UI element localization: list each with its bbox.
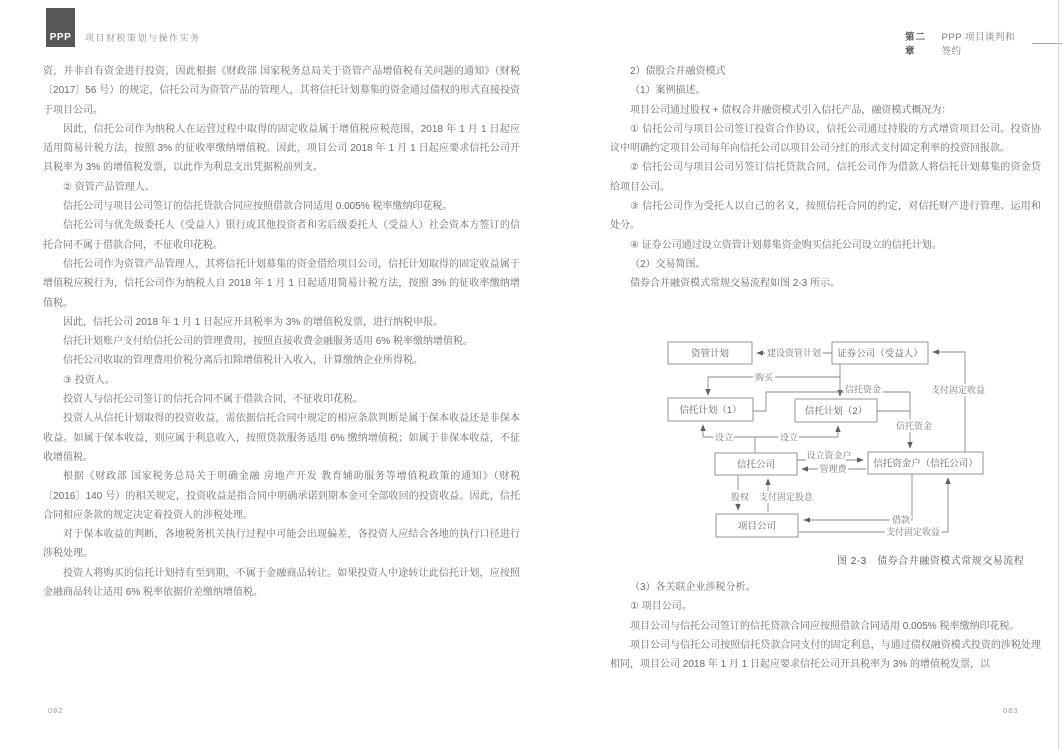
- edge-label-pay-fixed-return-top: 支付固定收益: [930, 385, 986, 395]
- paragraph: 资，并非自有资金进行投资，因此根据《财政部 国家税务总局关于资管产品增值税有关问题的通知》（财税〔2017〕56 号）的规定，信托公司为资管产品的管理人，其将信托计划募集的资金通过债权的形式直接投资于项目公司。: [43, 66, 520, 116]
- edge-loan: [804, 474, 912, 520]
- paragraph: ② 信托公司与项目公司另签订信托贷款合同，信托公司作为借款人将信托计划募集的资金贷给项目公司。: [610, 162, 1041, 193]
- node-securities-company-label: 证券公司（受益人）: [837, 348, 923, 360]
- chapter-label: 第二章: [905, 32, 927, 57]
- paragraph: 根据《财政部 国家税务总局关于明确金融 房地产开发 教育辅助服务等增值税政策的通知》（财税〔2016〕140 号）的相关规定，投资收益是指合同中明确承诺到期本金可全部收回的投资收益。因此，信托合同相应条款的规定决定着投资人的涉税处理。: [43, 471, 520, 521]
- paragraph: ① 项目公司。: [630, 601, 692, 613]
- paragraph: 债券合并融资模式常规交易流程如图 2-3 所示。: [630, 278, 841, 290]
- paragraph: （2）交易简图。: [630, 258, 706, 270]
- chapter-title: PPP 项目谈判和签约: [941, 32, 1016, 57]
- paragraph: ② 资管产品管理人。: [63, 181, 155, 193]
- figure-2-3-flowchart: [640, 334, 1012, 552]
- page-number-left: 082: [48, 706, 64, 715]
- edge-label-purchase: 购买: [754, 372, 774, 383]
- node-trust-plan-1-label: 信托计划（1）: [679, 405, 742, 416]
- book-logo-text: PPP: [49, 32, 72, 43]
- edge-label-establish-1: 设立: [714, 432, 734, 443]
- edge-label-establish-2: 设立: [779, 432, 799, 443]
- paragraph: 项目公司与信托公司签订的信托贷款合同应按照借款合同适用 0.005% 税率缴纳印花税。: [630, 620, 1020, 632]
- paragraph: 信托计划账户支付给信托公司的管理费用，按照直接收费金融服务适用 6% 税率缴纳增值税。: [63, 336, 474, 348]
- paragraph: 因此，信托公司 2018 年 1 月 1 日起应开具税率为 3% 的增值税发票，进行纳税申报。: [63, 316, 444, 328]
- edge-label-pay-fixed-return-bottom: 支付固定收益: [885, 527, 941, 537]
- paragraph: ① 信托公司与项目公司签订投资合作协议，信托公司通过持股的方式增资项目公司。投资协议中明确约定项目公司每年向信托公司以项目公司分红的形式支付固定利率的投资回报款。: [610, 123, 1041, 155]
- paragraph: 因此，信托公司作为纳税人在运营过程中取得的固定收益属于增值税应税范围，2018 年 1 月 1 日起应适用简易计税方法，按照 3% 的征收率缴纳增值税。因此，项目公司 2018 年 1 月 1 日起应要求信托公司开具税率为 3% 的增值税发票，以此作为利息支出凭据税前列支。: [43, 123, 520, 174]
- node-trust-fund-account-label: 信托资金户（信托公司）: [873, 458, 978, 470]
- paragraph: ③ 信托公司作为受托人以自己的名义，按照信托合同的约定，对信托财产进行管理、运用和处分。: [610, 201, 1041, 232]
- edge-label-trust-funds-1: 信托资金: [844, 384, 882, 395]
- edge-label-equity: 股权: [730, 492, 750, 502]
- edge-label-setup-fund-account: 设立资金户: [806, 450, 852, 461]
- right-page-text-bottom: [610, 578, 1041, 674]
- paragraph: 项目公司通过股权 + 债权合并融资模式引入信托产品，融资模式概况为：: [630, 104, 952, 116]
- paragraph: ④ 证券公司通过设立资管计划募集资金购买信托公司设立的信托计划。: [630, 239, 942, 251]
- paragraph: （3）各关联企业涉税分析。: [630, 582, 756, 593]
- paragraph: 信托公司收取的管理费用价税分离后扣除增值税计入收入，计算缴纳企业所得税。: [63, 355, 423, 367]
- paragraph: 信托公司作为资管产品管理人，其将信托计划募集的资金借给项目公司，信托计划取得的固定收益属于增值税应税行为，信托公司作为纳税人自 2018 年 1 月 1 日起适用简易计税方法，按照 3% 的征收率缴纳增值税。: [43, 258, 520, 309]
- paragraph: （1）案例描述。: [630, 85, 706, 97]
- edge-label-loan: 借款: [891, 515, 911, 525]
- paragraph: 项目公司与信托公司按照信托贷款合同支付的固定利息，与通过债权融资模式投资的涉税处理相同，项目公司 2018 年 1 月 1 日起应要求信托公司开具税率为 3% 的增值税发票，以: [610, 639, 1041, 671]
- chapter-header: [905, 29, 1062, 57]
- paragraph: 信托公司与优先级委托人（受益人）银行或其他投资者和劣后级委托人（受益人）社会资本方签订的信托合同不属于借款合同，不征收印花税。: [43, 220, 520, 251]
- edge-label-trust-funds-2: 信托资金: [895, 421, 933, 431]
- paragraph: 对于保本收益的判断，各地税务机关执行过程中可能会出现偏差，各投资人应结合各地的执行口径进行涉税处理。: [43, 529, 520, 560]
- node-trust-company-label: 信托公司: [736, 459, 776, 471]
- book-logo: [46, 8, 75, 47]
- book-title: 项目财税策划与操作实务: [85, 33, 201, 43]
- paragraph: 投资人与信托公司签订的信托合同不属于借款合同，不征收印花税。: [63, 394, 363, 406]
- node-asset-management-plan-label: 资管计划: [690, 348, 730, 360]
- edge-label-build-asset-plan: 建设资管计划: [766, 348, 822, 358]
- edge-label-pay-fixed-dividend: 支付固定股息: [758, 492, 814, 502]
- page-edge: [1058, 0, 1059, 750]
- edge-label-management-fee: 管理费: [819, 464, 847, 474]
- paragraph: 信托公司与项目公司签订的信托贷款合同应按照借款合同适用 0.005% 税率缴纳印花税。: [63, 201, 453, 213]
- paragraph: 投资人从信托计划取得的投资收益，需依据信托合同中规定的相应条款判断是属于保本收益还是非保本收益。如属于保本收益，则应属于利息收入，按照贷款服务适用 6% 缴纳增值税；如属于非保本收益，不征收增值税。: [43, 413, 520, 463]
- left-page-text: [43, 62, 520, 602]
- figure-caption: 图 2-3 债券合并融资模式常规交易流程: [837, 556, 1025, 567]
- edge-pay-fixed-return-top: [933, 352, 965, 452]
- right-page-text-top: [610, 62, 1041, 294]
- paragraph: ③ 投资人。: [63, 374, 115, 386]
- paragraph: 投资人将购买的信托计划持有至到期，不属于金融商品转让。如果投资人中途转让此信托计划，应按照金融商品转让适用 6% 税率依据价差缴纳增值税。: [43, 567, 520, 599]
- node-project-company-label: 项目公司: [737, 521, 777, 532]
- section-heading: 2）债股合并融资模式: [630, 66, 726, 77]
- node-trust-plan-2-label: 信托计划（2）: [804, 406, 868, 417]
- page-number-right: 083: [1003, 706, 1019, 715]
- edge-pay-fixed-return-bottom: [799, 478, 948, 532]
